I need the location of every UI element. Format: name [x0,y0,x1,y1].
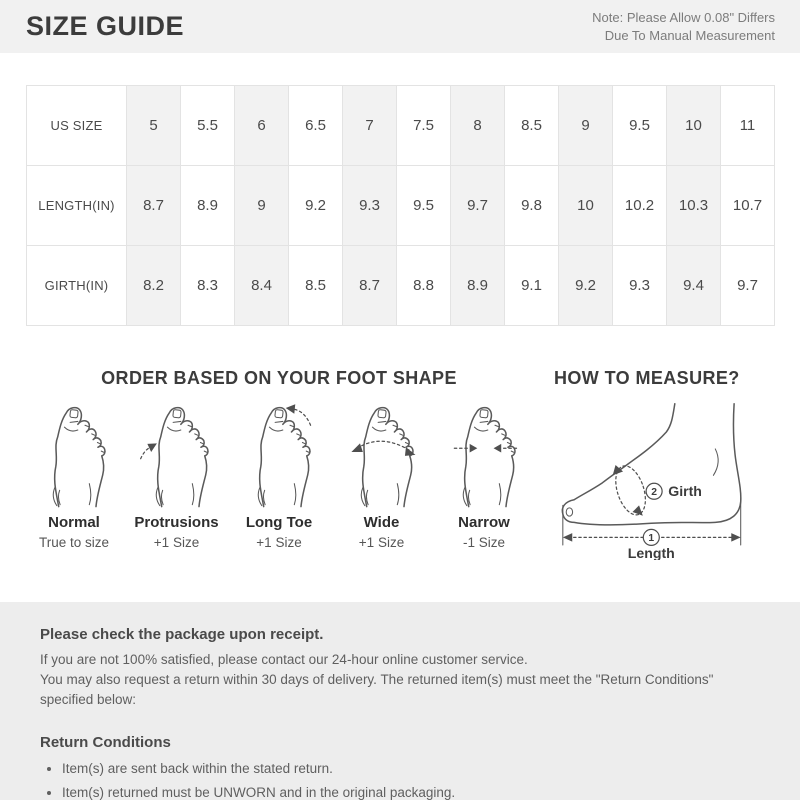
size-table-cell: 8.7 [343,246,397,326]
foot-shape-label: Normal [48,514,100,531]
size-table-cell: 8.5 [289,246,343,326]
size-table-cell: 9 [559,86,613,166]
length-number: 1 [648,533,655,545]
size-table-cell: 9.5 [613,86,667,166]
size-table-cell: 8.5 [505,86,559,166]
size-table-cell: 9.1 [505,246,559,326]
header-bar [0,0,800,53]
size-table-cell: 10.3 [667,166,721,246]
foot-shape-protrusions [129,398,225,550]
foot-shape-narrow [436,398,532,550]
size-table-cell: 9 [235,166,289,246]
size-table-row [27,166,775,246]
page-title: SIZE GUIDE [26,11,185,41]
foot-shape-label: Narrow [458,514,510,531]
size-table-row-label: US SIZE [27,86,127,166]
foot-shape-normal [26,398,122,550]
how-to-measure-heading: HOW TO MEASURE? [554,368,740,388]
foot-shape-long-toe [231,398,327,550]
size-table-cell: 7.5 [397,86,451,166]
size-table-cell: 6.5 [289,86,343,166]
middle-section [26,358,774,568]
return-condition-item: • Item(s) are sent back within the stated return. [62,759,760,778]
foot-shape-label: Protrusions [134,514,219,531]
size-table-cell: 8 [451,86,505,166]
foot-shape-advice: +1 Size [256,535,302,550]
size-table-cell: 10.7 [721,166,775,246]
how-to-measure-section [554,358,774,560]
size-table-cell: 9.7 [451,166,505,246]
return-condition-item: • Item(s) returned must be UNWORN and in the original packaging. [62,783,760,800]
policy-line-1: If you are not 100% satisfied, please contact our 24-hour online customer service. [40,652,528,667]
foot-shape-advice: +1 Size [153,535,200,550]
size-table-cell: 9.5 [397,166,451,246]
size-table-cell: 6 [235,86,289,166]
foot-shape-advice: -1 Size [462,535,506,550]
size-table-cell: 9.2 [559,246,613,326]
girth-number: 2 [651,487,658,499]
size-table-cell: 9.8 [505,166,559,246]
size-table-cell: 9.4 [667,246,721,326]
foot-shape-section [26,358,532,550]
size-table-cell: 8.9 [181,166,235,246]
measurement-note [592,9,775,45]
foot-long-toe-illustration [235,398,323,508]
package-check-heading: Please check the package upon receipt. [40,626,324,643]
return-policy-section [0,602,800,800]
measurement-note-line2: Due To Manual Measurement [604,27,775,43]
size-table-cell: 8.8 [397,246,451,326]
foot-narrow-illustration [440,398,528,508]
policy-line-3: specified below: [40,692,137,707]
size-table [26,85,775,326]
size-table-cell: 8.7 [127,166,181,246]
size-table-cell: 5 [127,86,181,166]
size-table-cell: 5.5 [181,86,235,166]
size-table-cell: 7 [343,86,397,166]
size-table-row [27,86,775,166]
size-table-cell: 10 [667,86,721,166]
foot-wide-illustration [338,398,426,508]
size-table-row [27,246,775,326]
size-table-cell: 8.4 [235,246,289,326]
policy-line-2: You may also request a return within 30 days of delivery. The returned item(s) must meet the "Return Conditions" [40,672,714,687]
size-table-row-label: LENGTH(IN) [27,166,127,246]
length-label: Length [627,545,675,560]
return-conditions-heading: Return Conditions [40,734,171,751]
size-table-row-label: GIRTH(IN) [27,246,127,326]
girth-label: Girth [668,483,702,499]
size-table-cell: 9.3 [613,246,667,326]
size-table-cell: 9.2 [289,166,343,246]
foot-shape-label: Long Toe [245,514,313,531]
size-table-cell: 11 [721,86,775,166]
size-table-cell: 10.2 [613,166,667,246]
size-table-cell: 8.2 [127,246,181,326]
size-table-cell: 9.3 [343,166,397,246]
size-table-cell: 8.9 [451,246,505,326]
size-table-body [27,86,775,326]
foot-protrusions-illustration [133,398,221,508]
foot-shape-label: Wide [363,514,400,531]
return-conditions-list [40,759,760,800]
foot-normal-illustration [30,398,118,508]
foot-shape-heading: ORDER BASED ON YOUR FOOT SHAPE [101,368,457,388]
size-table-cell: 10 [559,166,613,246]
foot-shape-wide [334,398,430,550]
size-table-cell: 8.3 [181,246,235,326]
foot-shape-advice: +1 Size [358,535,405,550]
measure-foot-diagram [556,400,756,560]
foot-shape-row [26,398,532,550]
measurement-note-line1: Note: Please Allow 0.08" Differs [592,9,775,25]
size-table-cell: 9.7 [721,246,775,326]
foot-shape-advice: True to size [38,535,110,550]
